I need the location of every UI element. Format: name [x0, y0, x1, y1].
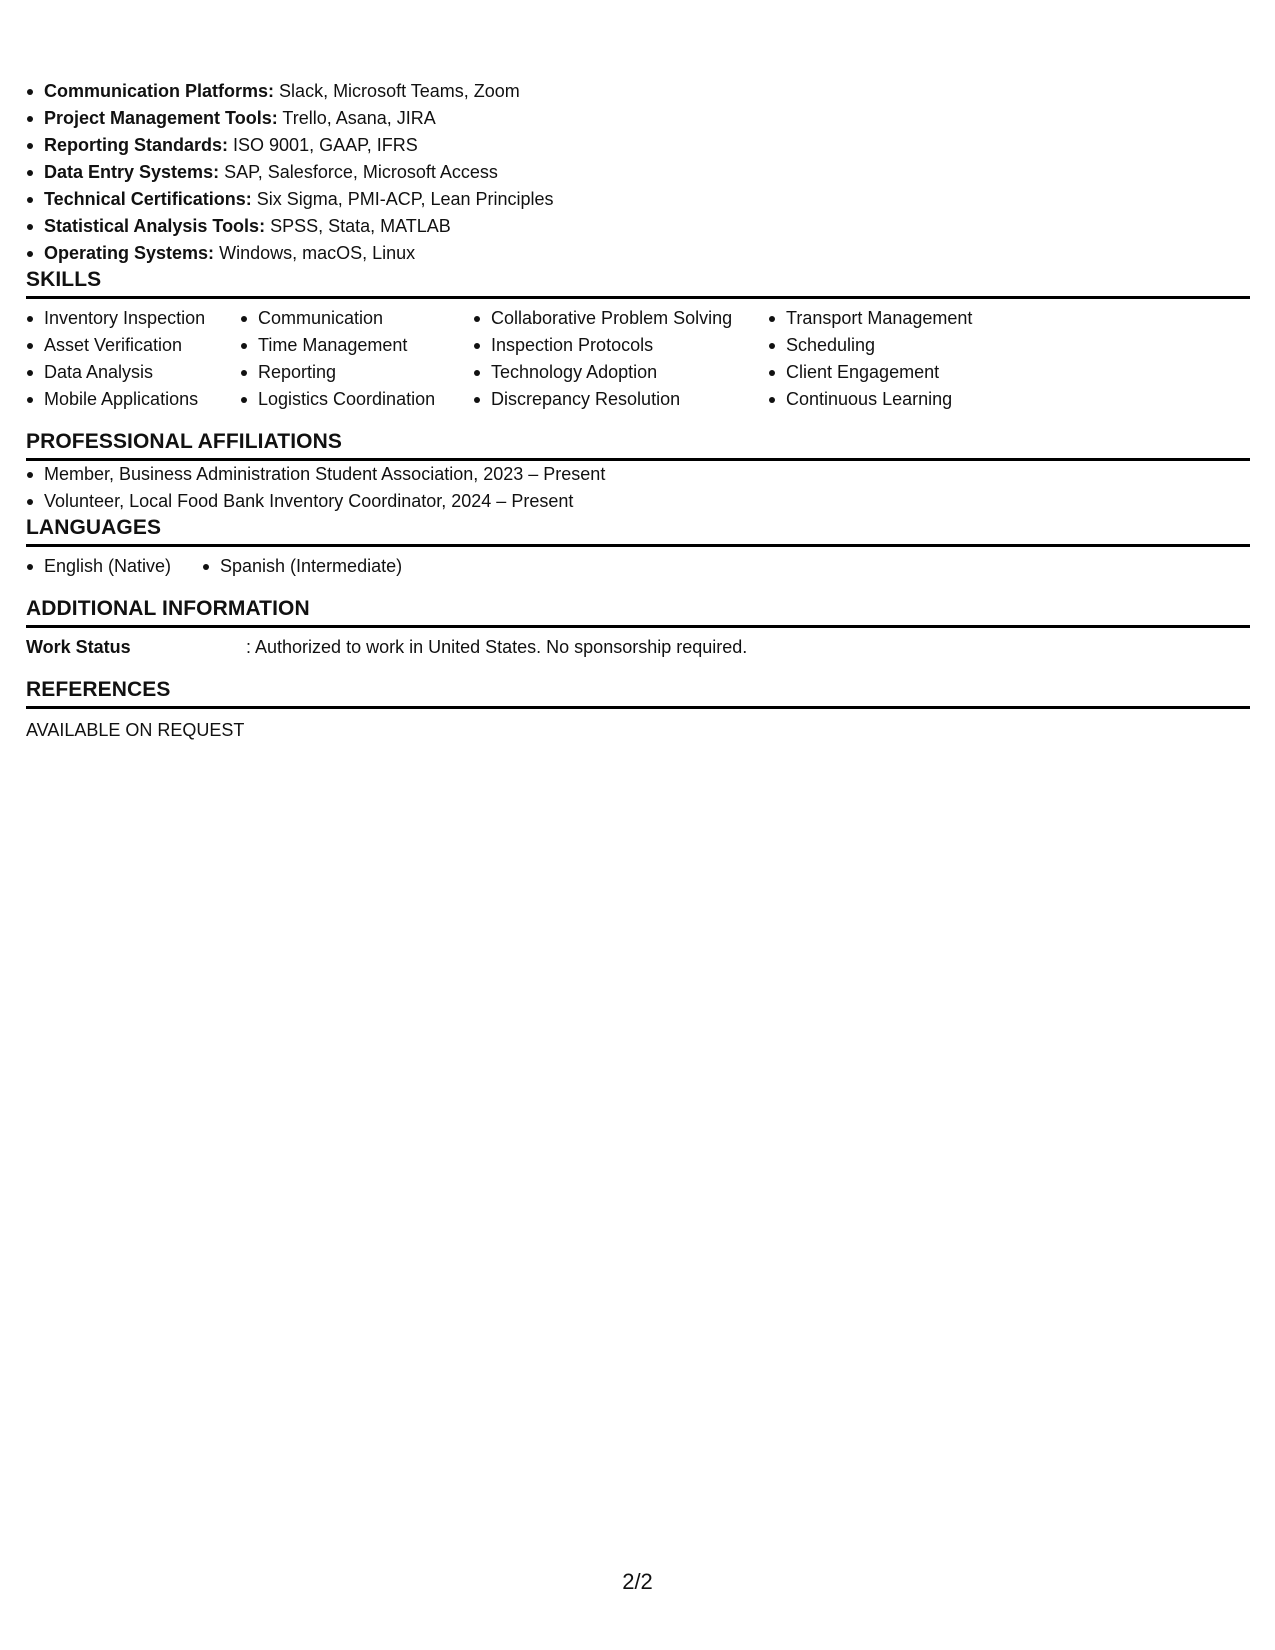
languages-heading: LANGUAGES	[26, 515, 1250, 547]
item-value: ISO 9001, GAAP, IFRS	[233, 135, 418, 155]
item-key: Reporting Standards:	[44, 135, 229, 155]
item-value: SAP, Salesforce, Microsoft Access	[224, 162, 498, 182]
item-value: Slack, Microsoft Teams, Zoom	[279, 81, 520, 101]
list-item: Mobile Applications	[26, 386, 240, 413]
skills-column	[473, 305, 768, 413]
list-item: Logistics Coordination	[240, 386, 473, 413]
list-item	[26, 105, 1250, 132]
list-item	[26, 132, 1250, 159]
list-item: Inventory Inspection	[26, 305, 240, 332]
item-value: Trello, Asana, JIRA	[282, 108, 436, 128]
list-item: Scheduling	[768, 332, 1068, 359]
list-item: Continuous Learning	[768, 386, 1068, 413]
list-item: Volunteer, Local Food Bank Inventory Coordinator, 2024 – Present	[26, 488, 1250, 515]
technical-skills-list	[26, 78, 1250, 267]
item-key: Statistical Analysis Tools:	[44, 216, 266, 236]
list-item: Reporting	[240, 359, 473, 386]
list-item: Time Management	[240, 332, 473, 359]
list-item: Inspection Protocols	[473, 332, 768, 359]
list-item: English (Native)	[26, 553, 202, 580]
skills-column	[26, 305, 240, 413]
page-number: 2/2	[622, 1569, 653, 1594]
list-item: Data Analysis	[26, 359, 240, 386]
item-key: Project Management Tools:	[44, 108, 278, 128]
skills-column	[240, 305, 473, 413]
references-text: AVAILABLE ON REQUEST	[26, 720, 245, 740]
list-item: Communication	[240, 305, 473, 332]
additional-info-heading: ADDITIONAL INFORMATION	[26, 596, 1250, 628]
references-heading: REFERENCES	[26, 677, 1250, 709]
list-item: Client Engagement	[768, 359, 1068, 386]
list-item: Technology Adoption	[473, 359, 768, 386]
work-status-value: : Authorized to work in United States. No sponsorship required.	[246, 637, 748, 657]
languages-column	[26, 553, 202, 580]
list-item	[26, 240, 1250, 267]
item-key: Operating Systems:	[44, 243, 215, 263]
affiliations-list	[26, 461, 1250, 515]
item-value: Six Sigma, PMI-ACP, Lean Principles	[256, 189, 554, 209]
list-item: Spanish (Intermediate)	[202, 553, 502, 580]
item-value: SPSS, Stata, MATLAB	[270, 216, 451, 236]
work-status-row	[26, 634, 1250, 661]
item-key: Data Entry Systems:	[44, 162, 220, 182]
list-item	[26, 159, 1250, 186]
languages-column	[202, 553, 502, 580]
skills-grid	[26, 305, 1250, 413]
list-item: Collaborative Problem Solving	[473, 305, 768, 332]
affiliations-heading: PROFESSIONAL AFFILIATIONS	[26, 429, 1250, 461]
list-item: Discrepancy Resolution	[473, 386, 768, 413]
list-item: Transport Management	[768, 305, 1068, 332]
resume-page	[26, 78, 1250, 744]
item-key: Communication Platforms:	[44, 81, 275, 101]
list-item: Member, Business Administration Student Association, 2023 – Present	[26, 461, 1250, 488]
list-item	[26, 186, 1250, 213]
languages-list	[26, 553, 1250, 580]
item-key: Technical Certifications:	[44, 189, 252, 209]
list-item: Asset Verification	[26, 332, 240, 359]
item-value: Windows, macOS, Linux	[219, 243, 416, 263]
list-item	[26, 213, 1250, 240]
skills-column	[768, 305, 1068, 413]
work-status-label: Work Status	[26, 637, 131, 657]
skills-heading: SKILLS	[26, 267, 1250, 299]
list-item	[26, 78, 1250, 105]
